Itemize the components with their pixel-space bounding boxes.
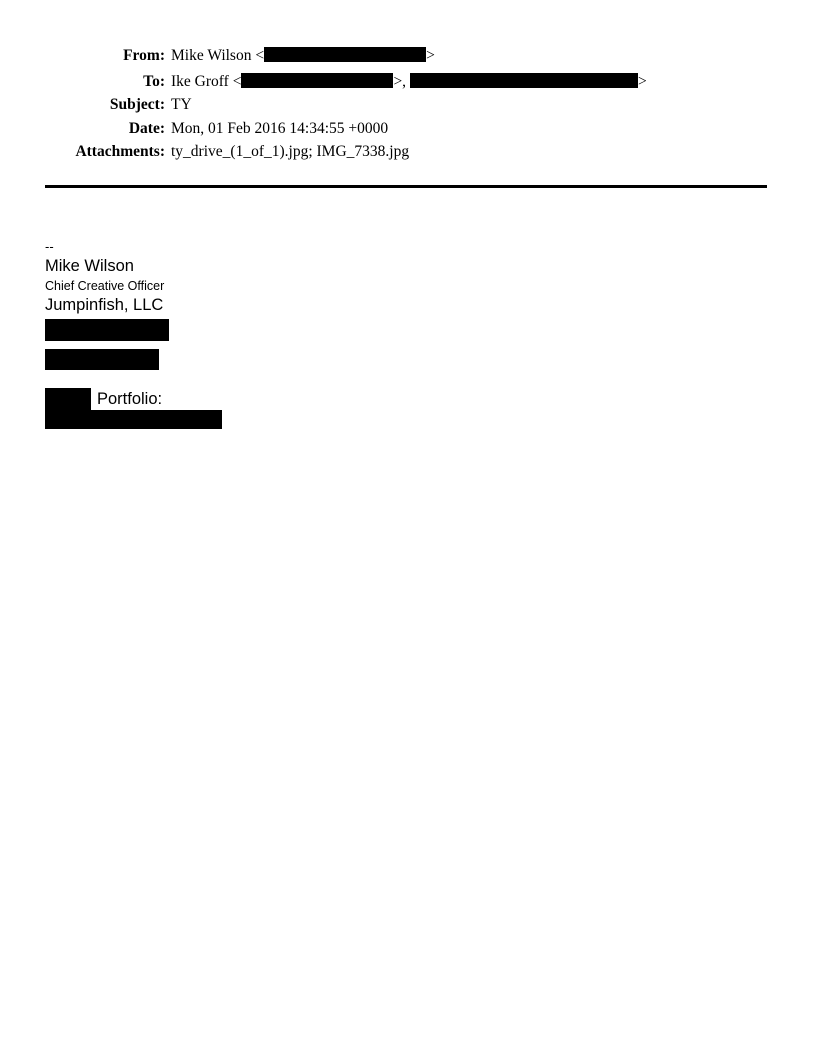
redaction-bar-to-address-2 — [410, 73, 638, 88]
header-row-to — [45, 71, 771, 91]
date-label: Date: — [128, 119, 165, 137]
email-header — [45, 45, 771, 167]
signature-separator: -- — [45, 239, 54, 254]
header-body-divider — [45, 185, 767, 188]
signature-name: Mike Wilson — [45, 257, 134, 275]
redaction-bar-portfolio-url — [45, 410, 222, 429]
redaction-bar-from-address — [264, 47, 426, 62]
to-name: Ike Groff < — [171, 72, 242, 90]
to-bracket-close: > — [637, 72, 647, 90]
header-row-subject — [45, 96, 771, 114]
date-value: Mon, 01 Feb 2016 14:34:55 +0000 — [171, 119, 389, 137]
redaction-bar-to-address-1 — [241, 73, 393, 88]
portfolio-label: Portfolio: — [97, 390, 163, 408]
to-label: To: — [143, 72, 165, 90]
from-value — [171, 45, 435, 65]
header-row-attachments — [45, 143, 771, 161]
redaction-bar-address-line-2 — [45, 349, 159, 370]
email-body — [45, 240, 745, 429]
attachments-label: Attachments: — [75, 143, 165, 160]
subject-value: TY — [171, 96, 192, 113]
header-row-date — [45, 120, 771, 138]
subject-label: Subject: — [109, 96, 165, 113]
from-label: From: — [123, 47, 165, 64]
from-name: Mike Wilson < — [171, 47, 265, 64]
to-separator: >, — [393, 72, 410, 90]
redaction-bar-address-line-1 — [45, 319, 169, 341]
to-value — [171, 71, 647, 91]
header-row-from — [45, 45, 771, 65]
redaction-bar-portfolio-prefix — [45, 388, 91, 410]
signature-company: Jumpinfish, LLC — [45, 296, 164, 314]
attachments-value[interactable]: ty_drive_(1_of_1).jpg; IMG_7338.jpg — [171, 143, 410, 160]
portfolio-line — [45, 388, 745, 410]
from-bracket-close: > — [426, 47, 435, 64]
signature-title: Chief Creative Officer — [45, 279, 165, 293]
